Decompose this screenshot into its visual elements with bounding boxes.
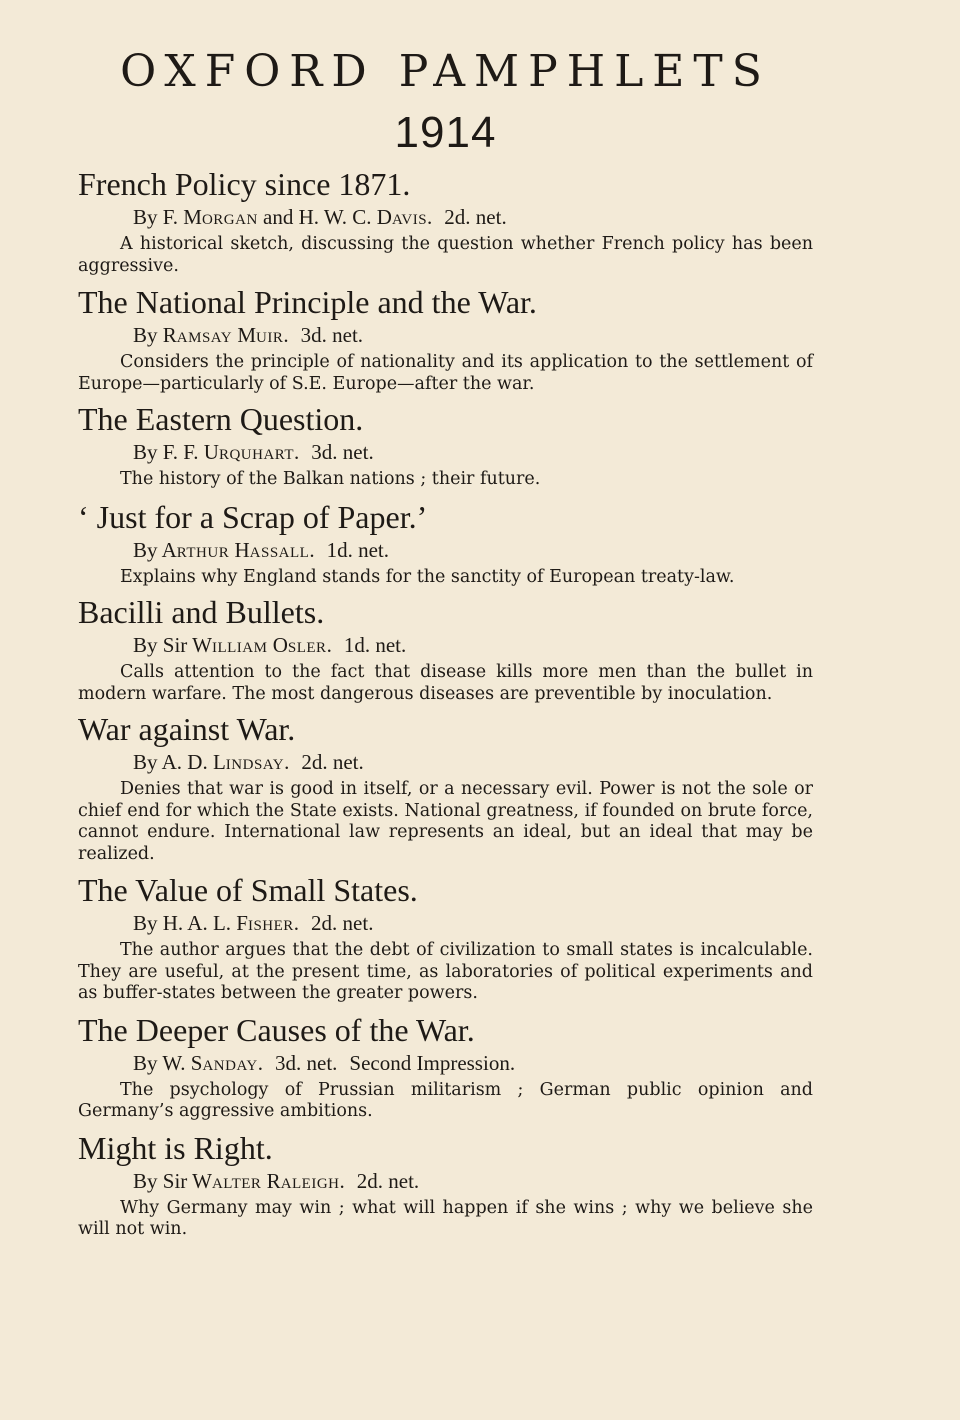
author-name-part: indsay [225,750,285,774]
pamphlet-author [163,1169,345,1193]
page-title: OXFORD PAMPHLETS [120,46,771,97]
pamphlet-entry [78,1012,813,1123]
pamphlet-byline [133,1168,813,1194]
author-name-part: M [232,323,257,347]
pamphlet-price: 1d. net. [343,633,407,657]
author-name-part: . [293,911,300,935]
pamphlet-entry [78,284,813,395]
author-name-part: aleigh [280,1168,340,1193]
pamphlet-title: The National Principle and the War. [78,284,537,320]
author-name-part: anday [202,1050,258,1075]
pamphlet-entry [78,872,813,1005]
pamphlet-title: The Deeper Causes of the War. [78,1011,475,1048]
pamphlet-author [162,750,290,774]
pamphlet-title: Bacilli and Bullets. [78,594,325,630]
author-name-part: rquhart [218,440,295,464]
pamphlet-entry [78,1130,813,1241]
pamphlet-description: Explains why England stands for the sanctity of European treaty-law. [120,566,735,587]
by-label: By [133,750,158,774]
by-label: By [133,1050,158,1075]
by-label: By [133,205,158,229]
author-name-part: F. M [162,205,202,229]
pamphlet-description: Considers the principle of nationality and its application to the settlement of Europe—particularly of S.E. Europe—after the war. [78,352,813,394]
by-label: By [133,1168,158,1193]
author-name-part: isher [247,911,294,935]
author-name-part: sler [287,633,327,657]
pamphlet-description: The author argues that the debt of civilization to small states is incalculable. They are useful, at the present time, as laboratories of political experiments and as buffer-states between the greater powers. [78,940,813,1003]
pamphlet-price: 2d. net. [301,750,364,774]
author-name-part: W. S [162,1050,203,1075]
pamphlet-author [163,911,299,935]
pamphlet-impression: Second Impression. [349,1050,516,1075]
pamphlet-price: 2d. net. [311,911,374,935]
author-name-part: . [284,750,290,774]
author-name-part: . [309,537,315,562]
pamphlet-list-page [78,44,813,1241]
pamphlet-byline [133,322,813,348]
author-name-part: rthur [176,537,230,562]
pamphlet-author [162,538,315,562]
pamphlet-byline [133,910,813,936]
pamphlet-byline [133,632,813,658]
author-name-part: Sir W [162,1168,212,1193]
author-name-part: . [427,205,433,229]
author-name-part: alter [211,1168,262,1193]
pamphlet-title: French Policy since 1871. [78,166,411,202]
pamphlet-description: Denies that war is good in itself, or a necessary evil. Power is not the sole or chief end for which the State exists. National greatness, if founded on brute force, cannot endure. International law represents an ideal, but an ideal that may be realized. [78,779,813,864]
by-label: By [133,537,158,562]
pamphlet-author [163,633,332,657]
pamphlet-entry [78,499,813,589]
pamphlet-price: 2d. net. [356,1168,420,1193]
author-name-part: organ [201,205,258,229]
pamphlet-title: ‘ Just for a Scrap of Paper.’ [78,498,428,535]
author-name-part: A [161,537,177,562]
author-name-part: amsay [176,323,233,347]
by-label: By [133,440,158,464]
author-name-part: Sir W [162,633,212,657]
author-name-part: and H. W. C. D [257,205,392,229]
author-name-part: A. D. L [161,750,226,774]
author-name-part: . [257,1050,264,1075]
author-name-part: avis [391,205,428,229]
pamphlet-title: The Value of Small States. [78,872,418,908]
pamphlet-title: War against War. [78,711,296,747]
pamphlet-price: 1d. net. [326,537,389,562]
by-label: By [133,633,158,657]
author-name-part: H [229,537,250,562]
author-name-part: R [162,323,177,347]
pamphlet-byline [133,537,813,563]
pamphlet-price: 3d. net. [311,440,374,464]
pamphlet-author [163,205,433,229]
pamphlet-description: Calls attention to the fact that disease kills more men than the bullet in modern warfare. The most dangerous diseases are preventible by inoculation. [78,662,813,704]
pamphlet-entry [78,711,813,865]
author-name-part: . [326,633,332,657]
pamphlet-byline [133,1050,813,1076]
author-name-part: . [283,323,289,347]
author-name-part: . [339,1168,345,1193]
entries-list [78,166,813,1241]
author-name-part: assall [249,537,310,562]
pamphlet-author [163,440,300,464]
pamphlet-entry [78,594,813,705]
pamphlet-description: The history of the Balkan nations ; their future. [120,469,541,489]
author-name-part: . [294,440,300,464]
pamphlet-entry [78,166,813,277]
pamphlet-price: 2d. net. [444,205,507,229]
pamphlet-byline [133,749,813,775]
pamphlet-author [162,1051,263,1075]
pamphlet-price: 3d. net. [300,323,364,347]
author-name-part: R [261,1168,281,1193]
pamphlet-title: The Eastern Question. [78,401,364,437]
pamphlet-description: Why Germany may win ; what will happen if she wins ; why we believe she will not win. [78,1197,813,1239]
author-name-part: F. F. U [162,440,219,464]
pamphlet-description: The psychology of Prussian militarism ; German public opinion and Germany’s aggressive ambitions. [78,1079,813,1121]
author-name-part: uir [256,323,284,347]
by-label: By [133,323,158,347]
pamphlet-title: Might is Right. [78,1129,273,1166]
pamphlet-description: A historical sketch, discussing the question whether French policy has been aggressive. [78,234,813,276]
author-name-part: O [267,633,288,657]
author-name-part: illiam [211,633,268,657]
pamphlet-author [163,323,289,347]
page-year: 1914 [394,108,497,157]
pamphlet-entry [78,401,813,491]
by-label: By [133,911,158,935]
pamphlet-price: 3d. net. [275,1050,338,1075]
pamphlet-byline [133,439,813,465]
author-name-part: H. A. L. F [162,911,248,935]
pamphlet-byline [133,204,813,230]
